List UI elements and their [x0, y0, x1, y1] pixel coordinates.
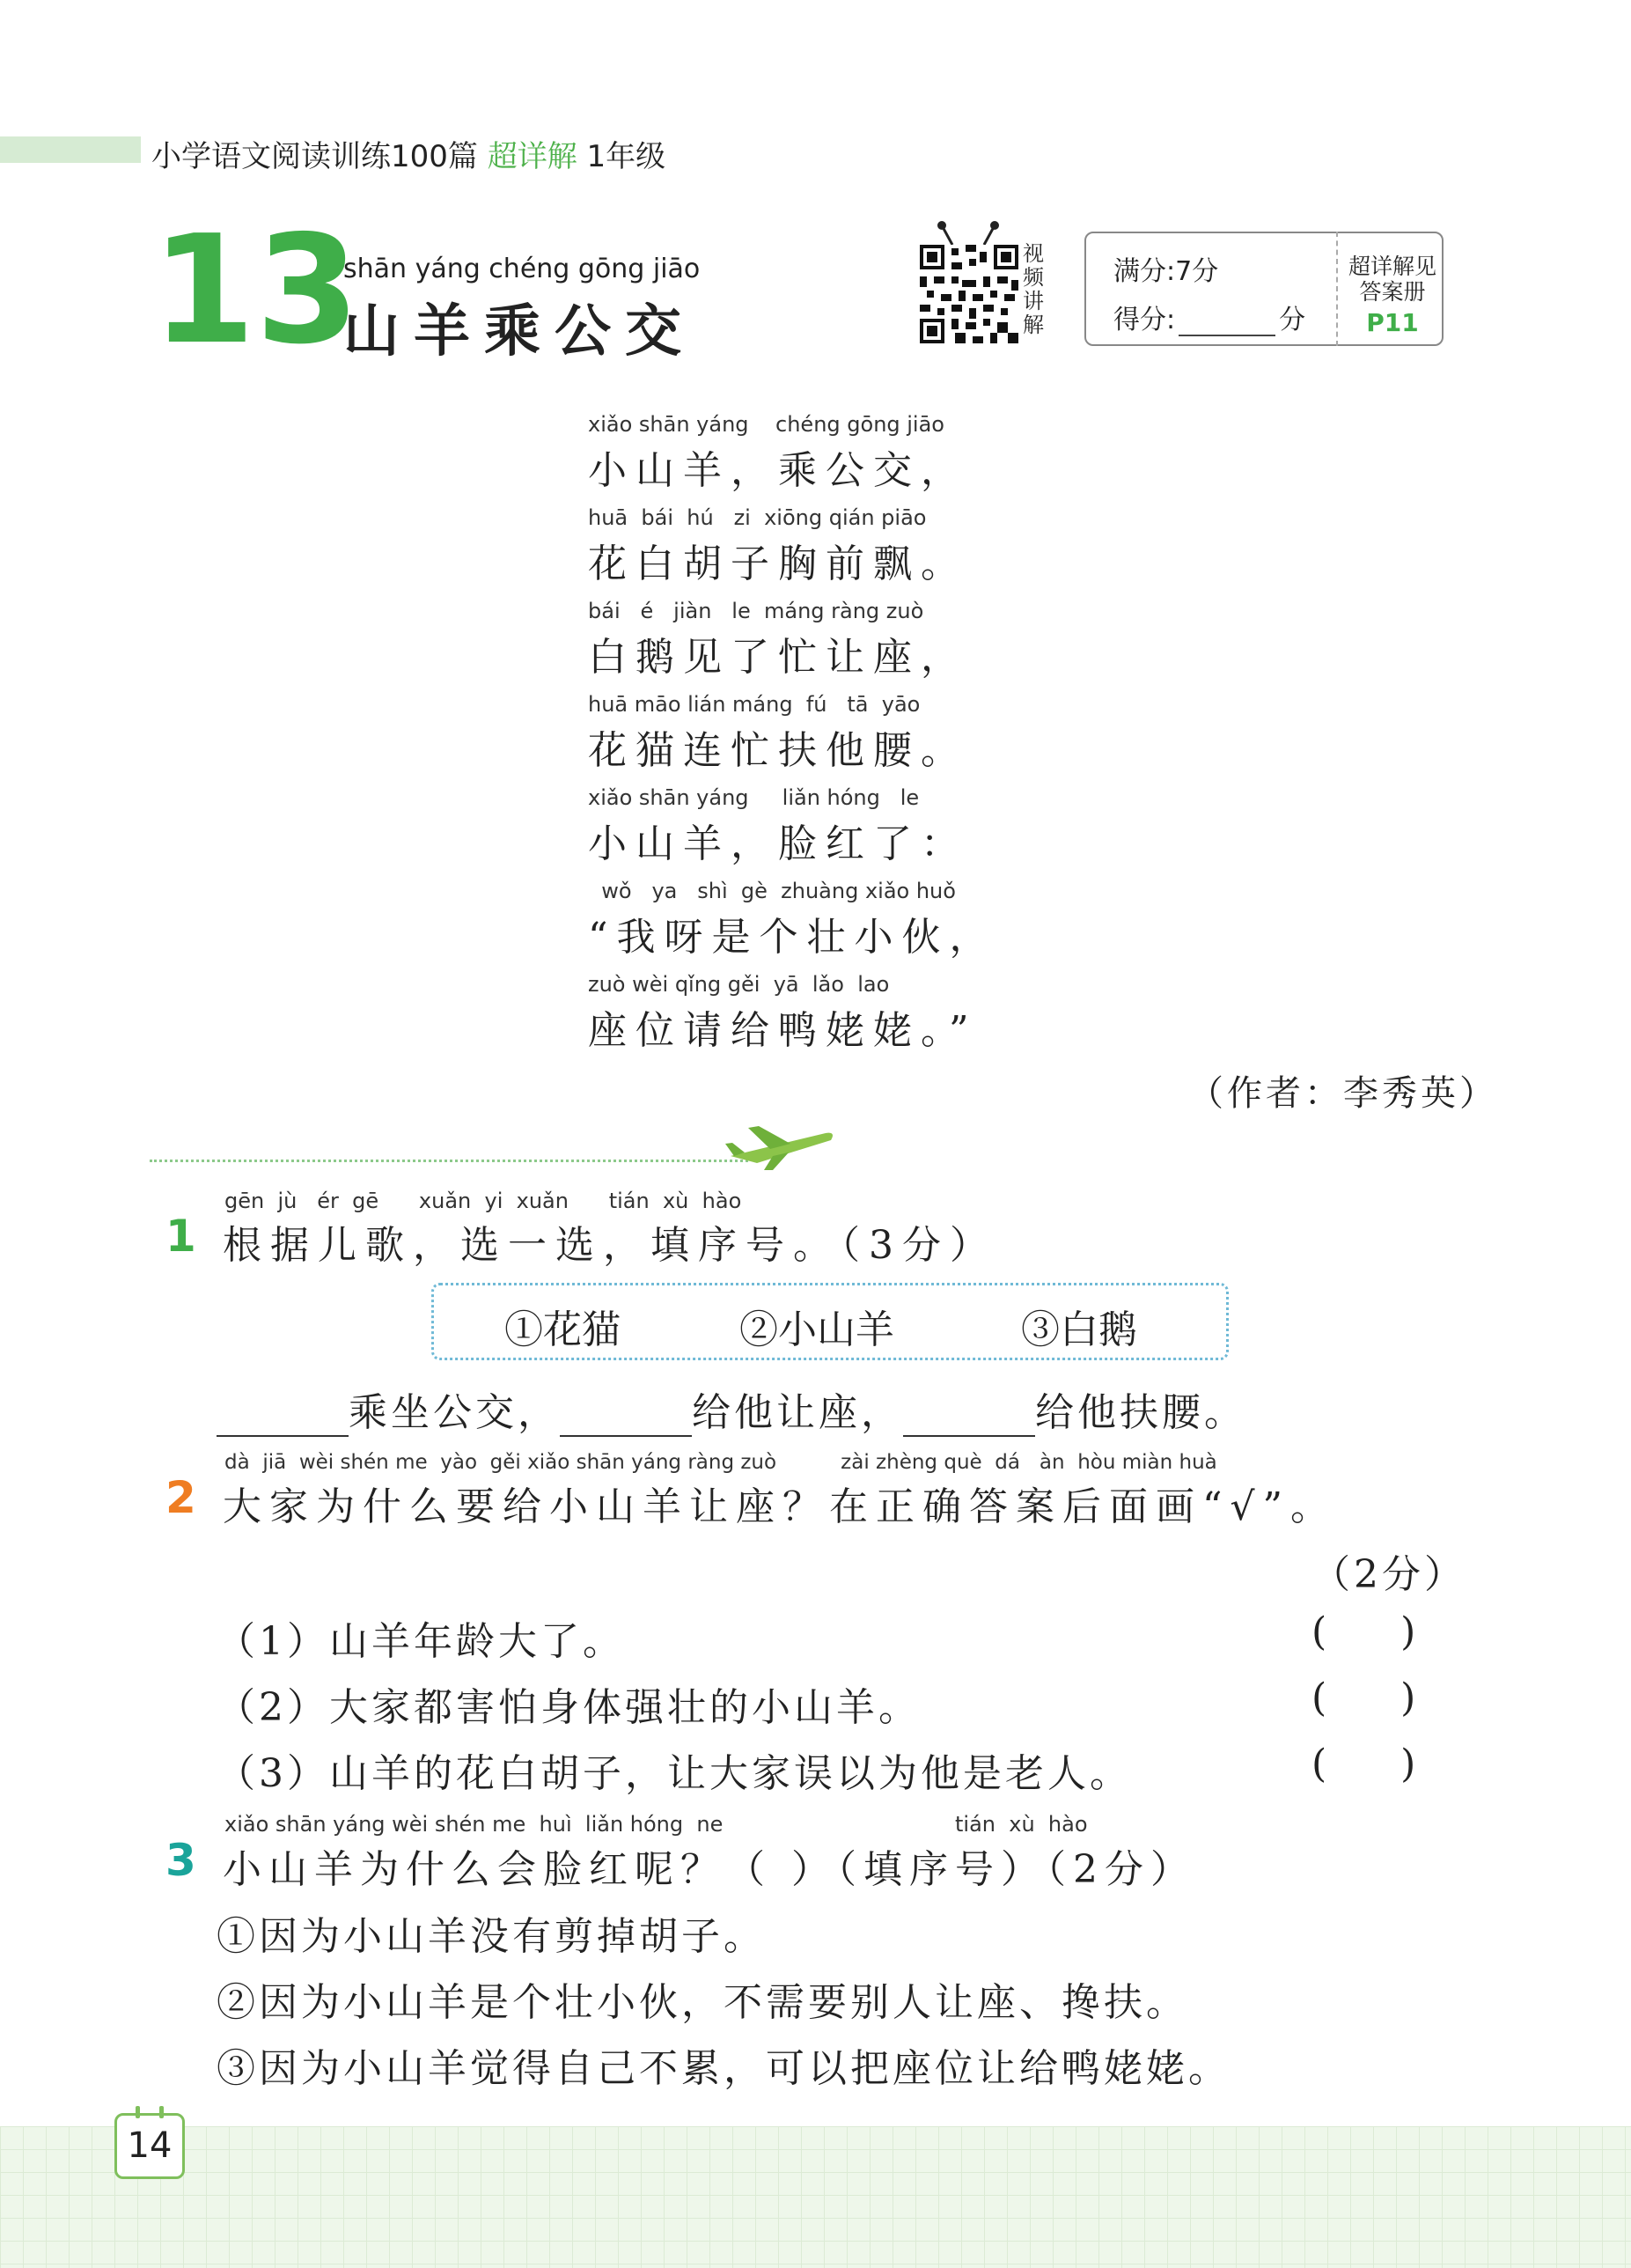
q1-option: ①花猫: [504, 1307, 621, 1352]
poem-line: 白鹅见了忙让座，: [588, 635, 968, 680]
series-label: 超详解: [487, 139, 577, 174]
header-accent-bar: [0, 136, 141, 163]
q2-points: （2分）: [1311, 1552, 1466, 1597]
q3-pinyin-2: tián xù hào: [955, 1812, 1088, 1837]
section-divider: [150, 1160, 748, 1162]
poem-line: 小山羊，脸红了：: [588, 821, 968, 866]
lesson-number: 13: [151, 203, 360, 378]
video-label-char: 频: [1023, 265, 1044, 290]
poem-pinyin: wǒ ya shì gè zhuàng xiǎo huǒ: [588, 879, 956, 903]
q1-fill-text: 给他让座，: [692, 1390, 903, 1435]
score-unit: 分: [1279, 305, 1306, 335]
q2-pinyin: dà jiā wèi shén me yào gěi xiǎo shān yáng ràng zuò zài zhèng què dá àn hòu miàn huà: [224, 1451, 1217, 1474]
q1-fill-text: 给他扶腰。: [1035, 1390, 1246, 1435]
q1-option: ②小山羊: [739, 1307, 894, 1352]
score-field[interactable]: [1113, 298, 1305, 336]
video-label-char: 解: [1023, 313, 1044, 337]
airplane-icon: [722, 1123, 836, 1171]
q1-fill-text: 乘坐公交，: [349, 1390, 560, 1435]
q3-item: ①因为小山羊没有剪掉胡子。: [217, 1914, 766, 1959]
poem-line: 小山羊，乘公交，: [588, 448, 968, 493]
video-label-char: 视: [1023, 241, 1044, 266]
q1-pinyin: gēn jù ér gē xuǎn yi xuǎn tián xù hào: [224, 1189, 742, 1213]
full-score: 满分:7分: [1113, 256, 1219, 287]
q1-blank[interactable]: [903, 1398, 1035, 1437]
q2-text: 大家为什么要给小山羊让座？在正确答案后面画“√”。: [223, 1484, 1338, 1529]
poem-pinyin: huā māo lián máng fú tā yāo: [588, 692, 921, 717]
video-label: [1023, 242, 1046, 337]
q1-blank[interactable]: [560, 1398, 692, 1437]
poem-pinyin: zuò wèi qǐng gěi yā lǎo lao: [588, 972, 890, 997]
calendar-rings-icon: [132, 2106, 167, 2118]
video-label-char: 讲: [1023, 289, 1044, 313]
answer-ref-line2: 答案册: [1359, 279, 1426, 305]
score-blank[interactable]: [1179, 310, 1275, 336]
q1-number: 1: [165, 1211, 196, 1262]
q1-blank[interactable]: [217, 1398, 349, 1437]
q1-fill-line: [217, 1381, 1246, 1437]
grade-label: 1年级: [586, 139, 666, 174]
poem-line: 花猫连忙扶他腰。: [588, 728, 968, 773]
score-divider: [1336, 232, 1338, 346]
q3-item: ③因为小山羊觉得自己不累，可以把座位让给鸭姥姥。: [217, 2046, 1231, 2091]
answer-ref-line1: 超详解见: [1348, 254, 1436, 279]
q3-number: 3: [165, 1835, 196, 1886]
q3-item: ②因为小山羊是个壮小伙，不需要别人让座、搀扶。: [217, 1980, 1188, 2025]
poem-pinyin: huā bái hú zi xiōng qián piāo: [588, 505, 927, 530]
qr-code-icon[interactable]: [920, 245, 1018, 343]
poem-pinyin: bái é jiàn le máng ràng zuò: [588, 599, 924, 623]
q3-text[interactable]: 小山羊为什么会脸红呢？（ ）（填序号）（2分）: [223, 1847, 1196, 1892]
q2-item: （3）山羊的花白胡子，让大家误以为他是老人。: [217, 1751, 1132, 1796]
lesson-title: 山羊乘公交: [343, 299, 695, 364]
qr-antenna-icon: [933, 220, 1003, 247]
score-label: 得分:: [1113, 305, 1176, 335]
answer-ref: [1345, 254, 1440, 305]
poem-line: 座位请给鸭姥姥。”: [588, 1008, 978, 1053]
poem-author: （作者：李秀英）: [1188, 1073, 1498, 1114]
page-number: 14: [127, 2125, 173, 2166]
poem-line: “我呀是个壮小伙，: [588, 915, 997, 960]
poem-pinyin: xiǎo shān yáng liǎn hóng le: [588, 785, 920, 810]
q2-answer-paren[interactable]: ( ): [1311, 1609, 1416, 1654]
title-pinyin: shān yáng chéng gōng jiāo: [343, 254, 701, 284]
q2-answer-paren[interactable]: ( ): [1311, 1742, 1416, 1786]
poem-pinyin: xiǎo shān yáng chéng gōng jiāo: [588, 412, 944, 437]
book-title: 小学语文阅读训练100篇: [151, 139, 478, 174]
q1-option: ③白鹅: [1021, 1307, 1137, 1352]
q2-answer-paren[interactable]: ( ): [1311, 1675, 1416, 1720]
header-title: [151, 132, 665, 175]
q2-number: 2: [165, 1472, 196, 1523]
q2-item: （1）山羊年龄大了。: [217, 1619, 625, 1664]
q3-pinyin: xiǎo shān yáng wèi shén me huì liǎn hóng ne: [224, 1812, 724, 1837]
footer-grid: [0, 2126, 1631, 2268]
q2-item: （2）大家都害怕身体强壮的小山羊。: [217, 1685, 921, 1730]
q1-text: 根据儿歌，选一选，填序号。（3分）: [223, 1223, 997, 1268]
answer-page: P11: [1366, 308, 1419, 337]
poem-line: 花白胡子胸前飘。: [588, 541, 968, 586]
